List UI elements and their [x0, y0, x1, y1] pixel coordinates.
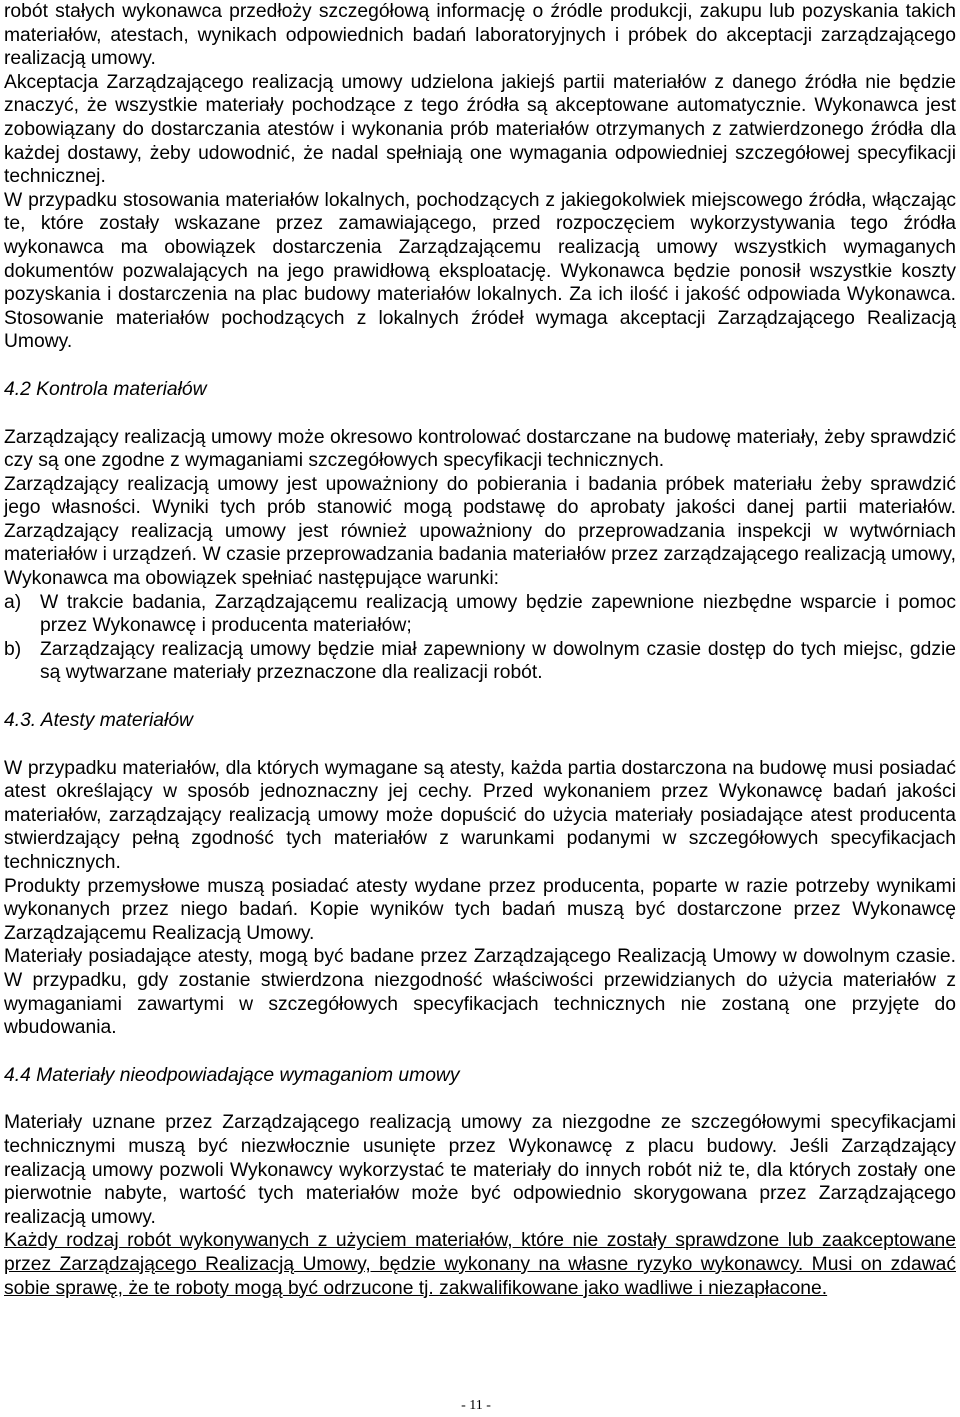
section-4-3-heading: 4.3. Atesty materiałów [4, 710, 193, 732]
list-marker: b) [4, 638, 22, 660]
section-4-2-body [4, 426, 956, 686]
document-page [4, 0, 956, 1300]
list-item-text: W trakcie badania, Zarządzającemu realizacją umowy będzie zapewnione niezbędne wsparcie i pomoc przez Wykonawcę i producenta materiałów; [40, 591, 956, 637]
list-item-b [4, 638, 956, 685]
section-4-3-body [4, 757, 956, 1040]
list-marker: a) [4, 591, 22, 613]
paragraph-local-materials: W przypadku stosowania materiałów lokalnych, pochodzących z jakiegokolwiek miejscowego źródła, włączając te, które zostały wskazane przez zamawiającego, przed rozpoczęciem wykorzystywania tego źródła wykonawca ma obowiązek dostarczenia Zarządzającemu realizacją umowy wszystkich wymaganych dokumentów pozwalających na jego prawidłową eksploatację. Wykonawca będzie ponosił wszystkie koszty pozyskania i dostarczenia na plac budowy materiałów lokalnych. Za ich ilość i jakość odpowiada Wykonawca. Stosowanie materiałów pochodzących z lokalnych źródeł wymaga akceptacji Zarządzającego Realizacją Umowy. [4, 189, 956, 353]
section-4-4-body [4, 1111, 956, 1300]
section-4-2-paragraph-2: Zarządzający realizacją umowy jest upoważniony do pobierania i badania próbek materiału żeby sprawdzić jego własności. Wyniki tych prób stanowić mogą podstawę do aprobaty jakości danej partii materiałów. Zarządzający realizacją umowy jest również upoważniony do przeprowadzania inspekcji w wytwórniach materiałów i urządzeń. W czasie przeprowadzania badania materiałów przez zarządzającego realizacją umowy, Wykonawca ma obowiązek spełniać następujące warunki: [4, 473, 956, 590]
section-4-4-heading: 4.4 Materiały nieodpowiadające wymaganiom umowy [4, 1064, 460, 1086]
page-number: - 11 - [461, 1398, 491, 1413]
section-4-4-paragraph-2-underlined: Każdy rodzaj robót wykonywanych z użyciem materiałów, które nie zostały sprawdzone lub zaakceptowane przez Zarządzającego Realizacją Umowy, będzie wykonany na własne ryzyko wykonawcy. Musi on zdawać sobie sprawę, że te roboty mogą być odrzucone tj. zakwalifikowane jako wadliwe i niezapłacone. [4, 1230, 956, 1299]
section-4-2-heading: 4.2 Kontrola materiałów [4, 378, 207, 400]
list-item-text: Zarządzający realizacją umowy będzie miał zapewniony w dowolnym czasie dostęp do tych miejsc, gdzie są wytwarzane materiały przeznaczone dla realizacji robót. [40, 638, 956, 684]
section-4-2-paragraph-1: Zarządzający realizacją umowy może okresowo kontrolować dostarczane na budowę materiały, żeby sprawdzić czy są one zgodne z wymaganiami szczegółowych specyfikacji technicznych. [4, 426, 956, 472]
paragraph-acceptance: Akceptacja Zarządzającego realizacją umowy udzielona jakiejś partii materiałów z danego źródła nie będzie znaczyć, że wszystkie materiały pochodzące z tego źródła są akceptowane automatycznie. Wykonawca jest zobowiązany do dostarczania atestów i wykonania prób materiałów otrzymanych z zatwierdzonego źródła dla każdej dostawy, żeby udowodnić, że nadal spełniają one wymagania odpowiedniej szczegółowej specyfikacji technicznej. [4, 71, 956, 188]
list-item-a [4, 591, 956, 638]
section-4-3-paragraph-3: Materiały posiadające atesty, mogą być badane przez Zarządzającego Realizacją Umowy w dowolnym czasie. W przypadku, gdy zostanie stwierdzona niezgodność właściwości przewidzianych do użycia materiałów z wymaganiami zawartymi w szczegółowych specyfikacjach technicznych nie zostaną one przyjęte do wbudowania. [4, 946, 956, 1039]
section-4-3-paragraph-1: W przypadku materiałów, dla których wymagane są atesty, każda partia dostarczona na budowę musi posiadać atest określający w sposób jednoznaczny jej cechy. Przed wykonaniem przez Wykonawcę badań jakości materiałów, zarządzający realizacją umowy może dopuścić do użycia materiały posiadające atest producenta stwierdzający pełną zgodność tych materiałów z warunkami podanymi w szczegółowych specyfikacjach technicznych. [4, 757, 956, 873]
section-4-4-paragraph-1: Materiały uznane przez Zarządzającego realizacją umowy za niezgodne ze szczegółowymi specyfikacjami technicznymi muszą być niezwłocznie usunięte przez Wykonawcę z placu budowy. Jeśli Zarządzający realizacją umowy pozwoli Wykonawcy wykorzystać te materiały do innych robót niż te, dla których zostały one pierwotnie nabyte, wartość tych materiałów może być odpowiednio skorygowana przez Zarządzającego realizacją umowy. [4, 1112, 956, 1228]
section-4-3-paragraph-2: Produkty przemysłowe muszą posiadać atesty wydane przez producenta, poparte w razie potrzeby wynikami wykonanych przez niego badań. Kopie wyników tych badań muszą być dostarczone przez Wykonawcę Zarządzającemu Realizacją Umowy. [4, 875, 956, 944]
paragraph-source-info: robót stałych wykonawca przedłoży szczegółową informację o źródle produkcji, zakupu lub pozyskania takich materiałów, atestach, wynikach odpowiednich badań laboratoryjnych i próbek do akceptacji zarządzającego realizacją umowy. [4, 1, 956, 70]
